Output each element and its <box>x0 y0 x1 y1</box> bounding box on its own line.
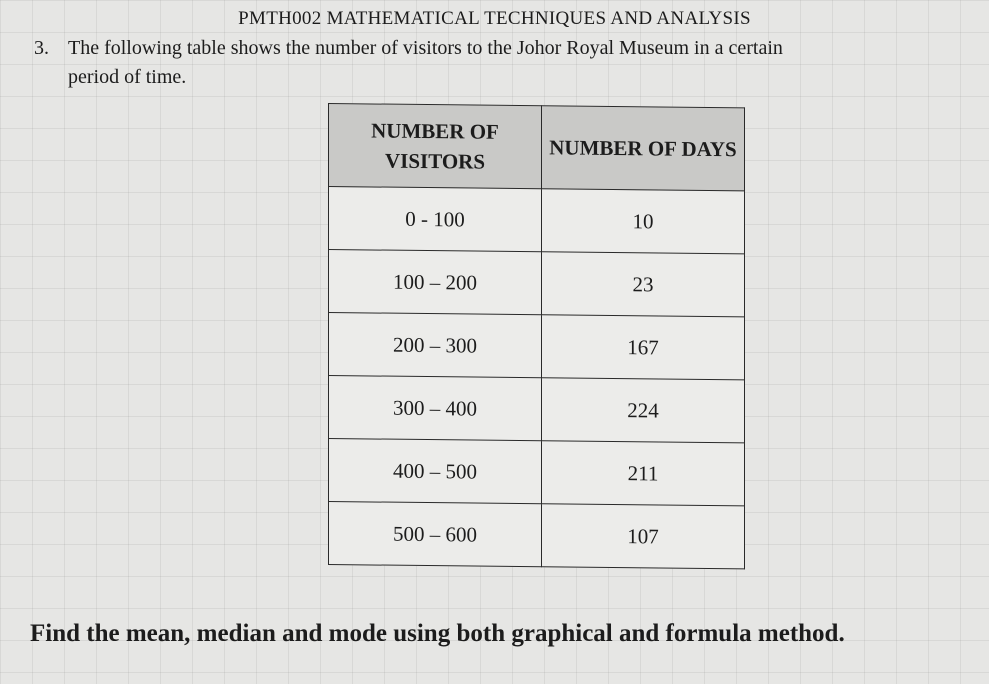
header-days: NUMBER OF DAYS <box>542 106 745 191</box>
visitors-cell: 400 – 500 <box>329 439 542 504</box>
question-text-line1: The following table shows the number of visitors to the Johor Royal Museum in a certain <box>68 37 783 59</box>
days-cell: 211 <box>542 441 745 506</box>
table-row <box>329 376 745 443</box>
visitors-cell: 500 – 600 <box>329 502 542 567</box>
table-header-row <box>329 104 745 191</box>
table-row <box>329 187 745 254</box>
days-cell: 10 <box>542 189 745 254</box>
course-header: PMTH002 MATHEMATICAL TECHNIQUES AND ANALYSIS <box>238 8 751 29</box>
days-cell: 107 <box>542 504 745 569</box>
instruction: Find the mean, median and mode using both graphical and formula method. <box>30 620 845 647</box>
question-number: 3. <box>34 37 49 59</box>
question <box>34 34 954 92</box>
table-row <box>329 439 745 506</box>
visitors-cell: 200 – 300 <box>329 313 542 378</box>
question-text-line2: period of time. <box>68 66 187 88</box>
days-cell: 167 <box>542 315 745 380</box>
visitors-cell: 300 – 400 <box>329 376 542 441</box>
visitors-cell: 100 – 200 <box>329 250 542 315</box>
table-row <box>329 502 745 569</box>
visitors-cell: 0 - 100 <box>329 187 542 252</box>
header-visitors: NUMBER OF VISITORS <box>329 104 542 189</box>
days-cell: 224 <box>542 378 745 443</box>
table-row <box>329 250 745 317</box>
visitors-table <box>328 103 745 569</box>
table-row <box>329 313 745 380</box>
days-cell: 23 <box>542 252 745 317</box>
